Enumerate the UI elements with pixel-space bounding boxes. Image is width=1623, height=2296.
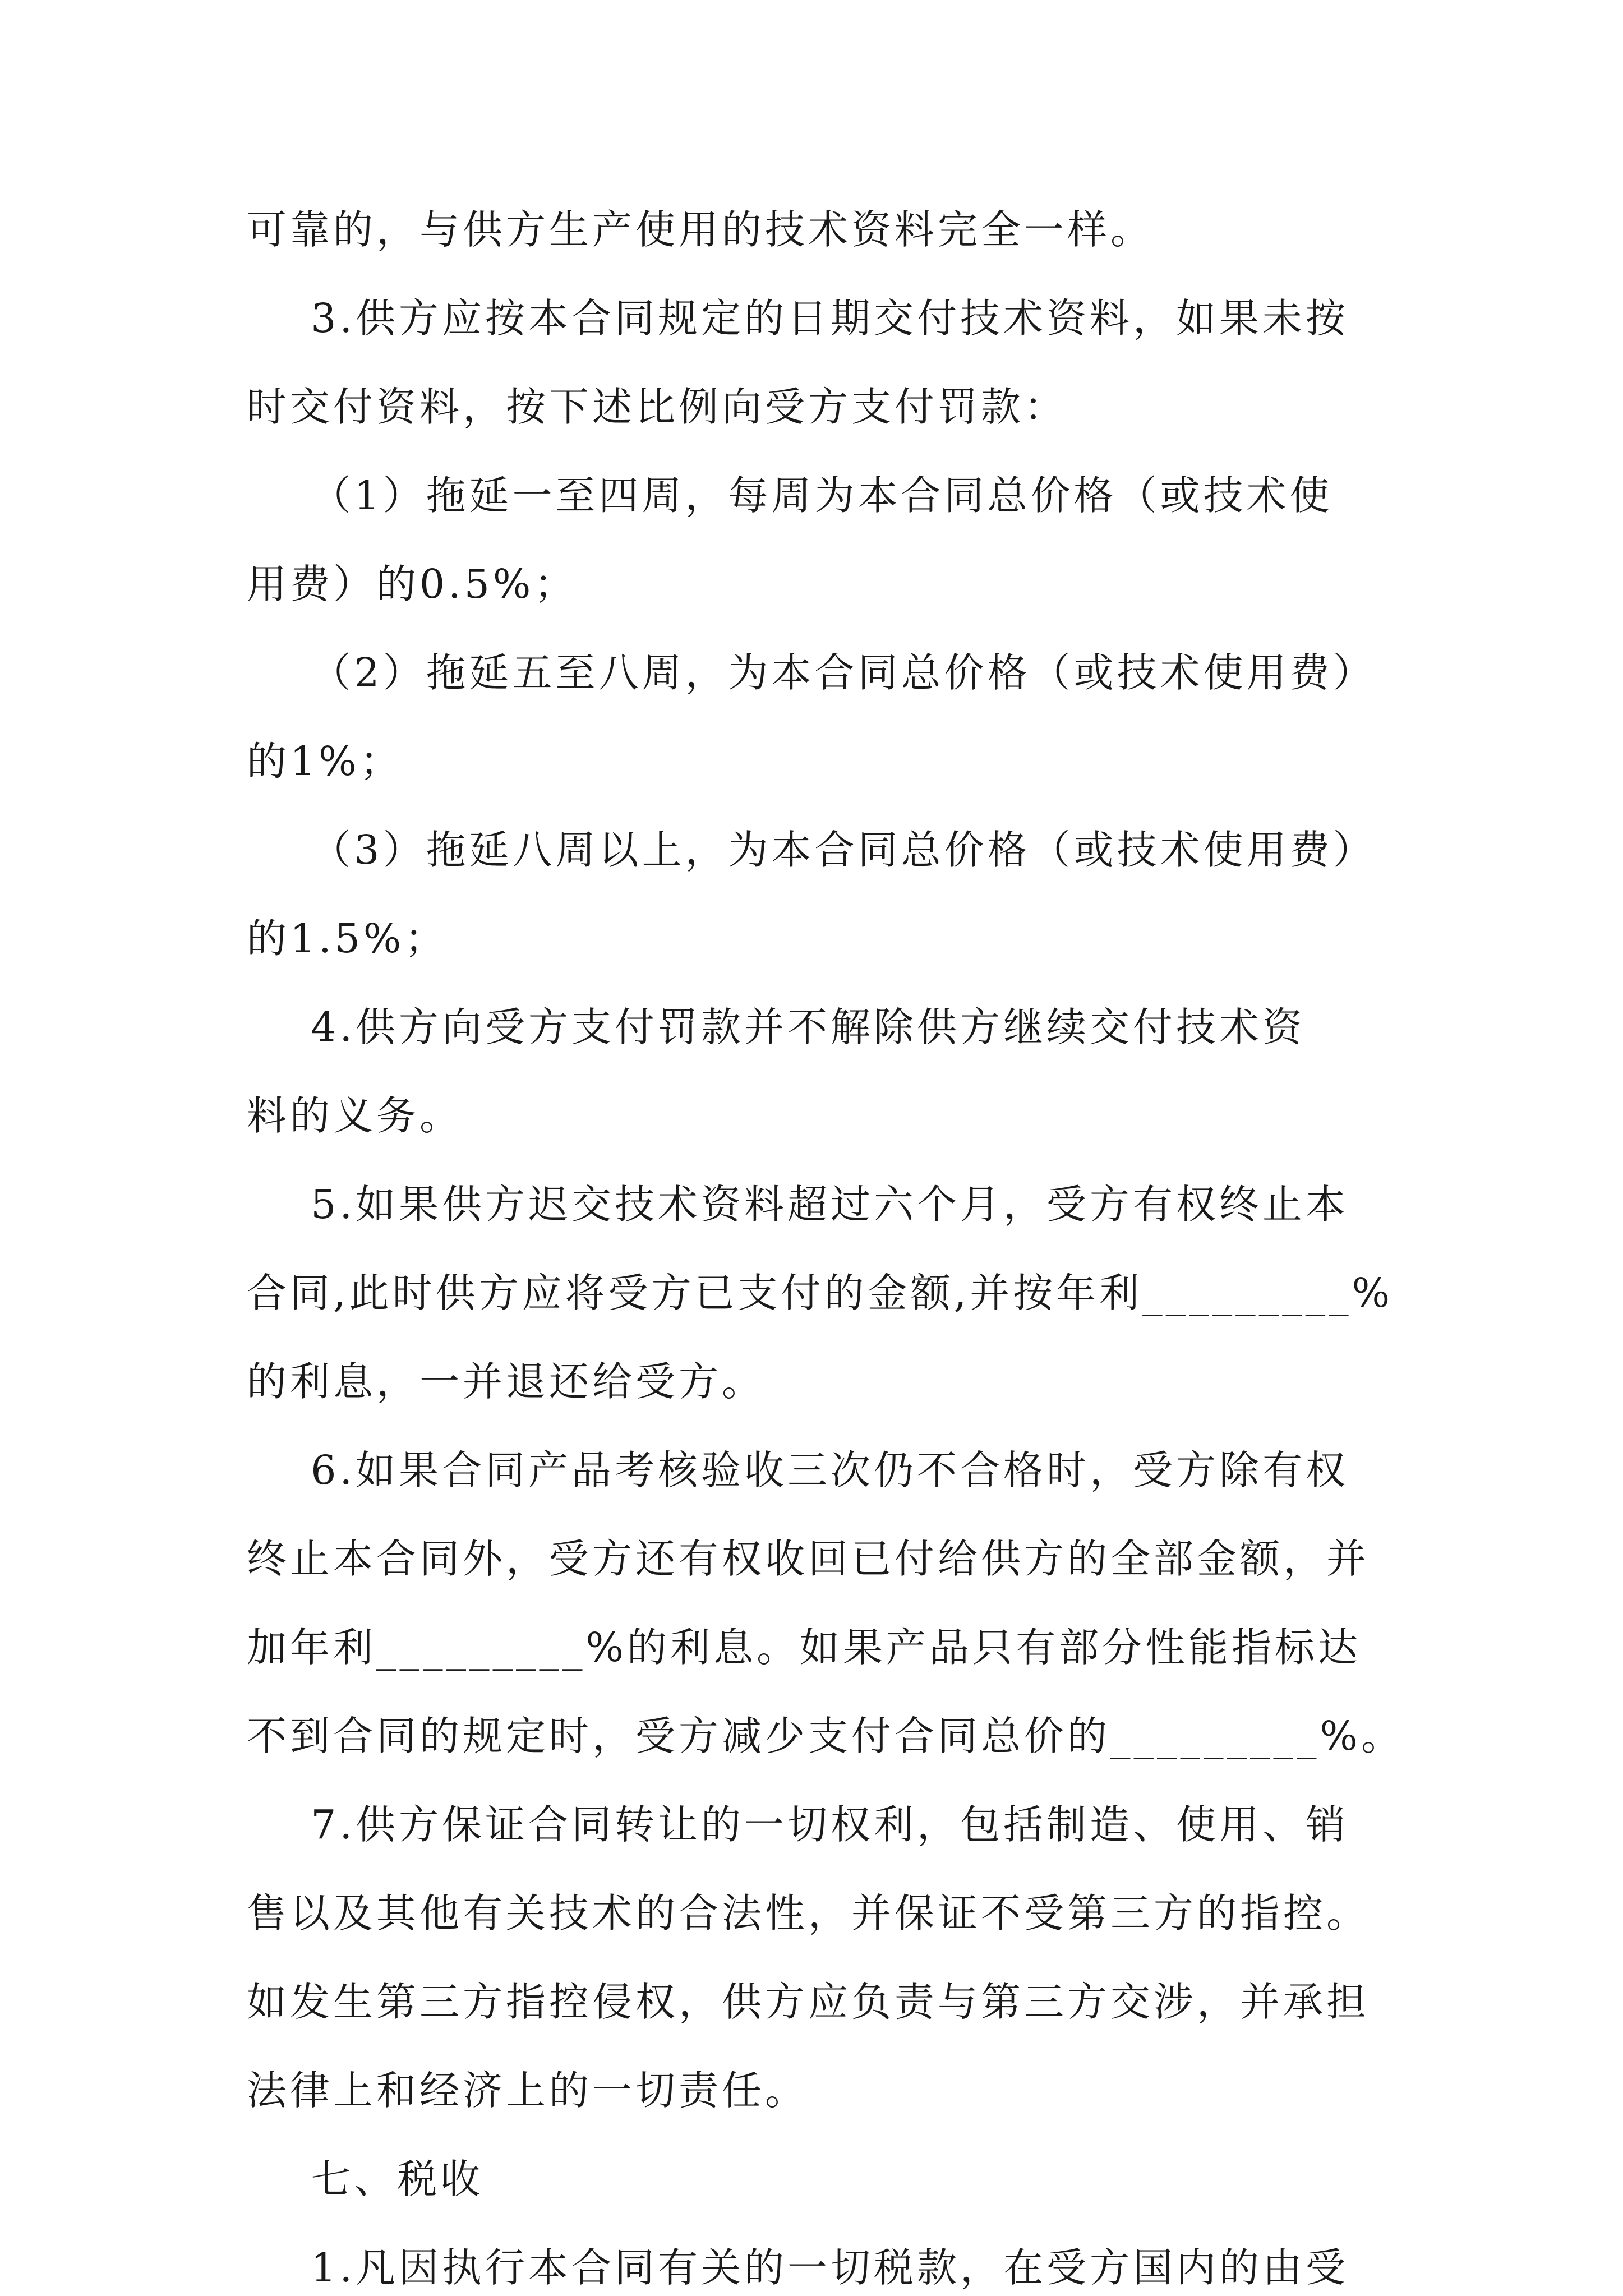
text-line: 七、税收 bbox=[247, 2156, 484, 2202]
text-line: 5.如果供方迟交技术资料超过六个月，受方有权终止本 bbox=[247, 1181, 1349, 1228]
text-line: 的利息，一并退还给受方。 bbox=[247, 1358, 766, 1405]
text-line: （2）拖延五至八周，为本合同总价格（或技术使用费） bbox=[247, 649, 1376, 696]
text-line: 1.凡因执行本合同有关的一切税款，在受方国内的由受 bbox=[247, 2244, 1349, 2291]
text-line: 可靠的，与供方生产使用的技术资料完全一样。 bbox=[247, 206, 1154, 253]
text-line: 4.供方向受方支付罚款并不解除供方继续交付技术资 bbox=[247, 1004, 1306, 1050]
text-line: 合同,此时供方应将受方已支付的金额,并按年利_________% bbox=[247, 1270, 1394, 1316]
text-line: 料的义务。 bbox=[247, 1092, 463, 1139]
text-line: 的1%； bbox=[247, 738, 403, 785]
text-line: 售以及其他有关技术的合法性，并保证不受第三方的指控。 bbox=[247, 1890, 1370, 1937]
text-line: 6.如果合同产品考核验收三次仍不合格时，受方除有权 bbox=[247, 1447, 1349, 1493]
text-line: 时交付资料，按下述比例向受方支付罚款： bbox=[247, 384, 1068, 430]
text-line: 如发生第三方指控侵权，供方应负责与第三方交涉，并承担 bbox=[247, 1979, 1370, 2025]
text-line: 终止本合同外，受方还有权收回已付给供方的全部金额，并 bbox=[247, 1536, 1370, 1582]
text-line: 不到合同的规定时，受方减少支付合同总价的_________%。 bbox=[247, 1713, 1404, 1759]
text-line: 用费）的0.5%； bbox=[247, 561, 578, 607]
text-line: （3）拖延八周以上，为本合同总价格（或技术使用费） bbox=[247, 827, 1376, 873]
text-line: 法律上和经济上的一切责任。 bbox=[247, 2067, 809, 2114]
text-line: 加年利_________%的利息。如果产品只有部分性能指标达 bbox=[247, 1624, 1361, 1671]
text-line: （1）拖延一至四周，每周为本合同总价格（或技术使 bbox=[247, 472, 1333, 519]
text-line: 7.供方保证合同转让的一切权利，包括制造、使用、销 bbox=[247, 1801, 1349, 1848]
text-line: 的1.5%； bbox=[247, 915, 448, 962]
text-line: 3.供方应按本合同规定的日期交付技术资料，如果未按 bbox=[247, 295, 1349, 342]
